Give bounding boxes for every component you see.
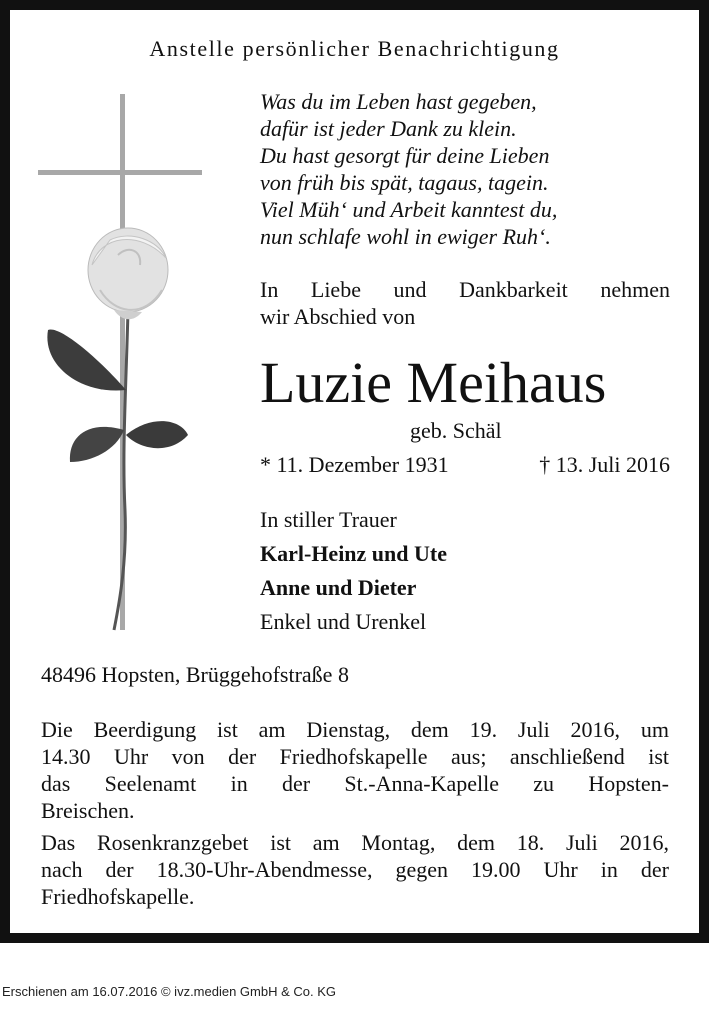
farewell-intro-line1 bbox=[260, 276, 670, 303]
poem-line: nun schlafe wohl in ewiger Ruh‘. bbox=[260, 224, 551, 249]
publication-footer: Erschienen am 16.07.2016 © ivz.medien GmbH & Co. KG bbox=[2, 984, 337, 999]
mourner-name: Anne und Dieter bbox=[260, 575, 417, 600]
rose-leaf-mid-left bbox=[70, 427, 124, 462]
rose-leaf-mid-right bbox=[126, 421, 188, 448]
intro-word: Liebe bbox=[310, 277, 361, 302]
funeral-info bbox=[41, 716, 669, 824]
funeral-info-line: das Seelenamt in der St.-Anna-Kapelle zu Hopsten- bbox=[41, 771, 669, 796]
intro-word: und bbox=[393, 277, 427, 302]
farewell-intro-line2: wir Abschied von bbox=[260, 304, 416, 329]
intro-word: Dankbarkeit bbox=[459, 277, 568, 302]
funeral-info-line: 14.30 Uhr von der Friedhofskapelle aus; anschließend ist bbox=[41, 744, 669, 769]
mourner-name: Karl-Heinz und Ute bbox=[260, 541, 447, 566]
funeral-info-line: Die Beerdigung ist am Dienstag, dem 19. Juli 2016, um bbox=[41, 717, 669, 742]
death-date: † 13. Juli 2016 bbox=[539, 452, 670, 477]
poem-line: Was du im Leben hast gegeben, bbox=[260, 89, 537, 114]
poem-line: dafür ist jeder Dank zu klein. bbox=[260, 116, 517, 141]
rose-leaf-upper bbox=[47, 330, 126, 391]
poem-line: Du hast gesorgt für deine Lieben bbox=[260, 143, 550, 168]
intro-word: In bbox=[260, 277, 279, 302]
rosary-info bbox=[41, 829, 669, 910]
poem bbox=[260, 88, 680, 250]
notice-header: Anstelle persönlicher Benachrichtigung bbox=[149, 36, 560, 61]
rosary-info-line: Friedhofskapelle. bbox=[41, 884, 195, 909]
maiden-name: geb. Schäl bbox=[410, 418, 502, 443]
funeral-info-line: Breischen. bbox=[41, 798, 135, 823]
cross-horizontal bbox=[38, 170, 202, 175]
rosary-info-line: nach der 18.30-Uhr-Abendmesse, gegen 19.00 Uhr in der bbox=[41, 857, 669, 882]
cross-rose-illustration bbox=[30, 90, 220, 635]
address: 48496 Hopsten, Brüggehofstraße 8 bbox=[41, 662, 349, 687]
life-dates bbox=[260, 452, 670, 478]
mourners-others: Enkel und Urenkel bbox=[260, 609, 427, 634]
intro-word: nehmen bbox=[600, 277, 670, 302]
birth-date: * 11. Dezember 1931 bbox=[260, 452, 449, 477]
farewell-intro bbox=[260, 276, 670, 330]
poem-line: Viel Müh‘ und Arbeit kanntest du, bbox=[260, 197, 558, 222]
mourners-intro: In stiller Trauer bbox=[260, 507, 397, 532]
rosary-info-line: Das Rosenkranzgebet ist am Montag, dem 18. Juli 2016, bbox=[41, 830, 669, 855]
rose-bloom bbox=[88, 228, 168, 319]
poem-line: von früh bis spät, tagaus, tagein. bbox=[260, 170, 549, 195]
mourners bbox=[260, 505, 680, 641]
deceased-name: Luzie Meihaus bbox=[260, 350, 607, 415]
